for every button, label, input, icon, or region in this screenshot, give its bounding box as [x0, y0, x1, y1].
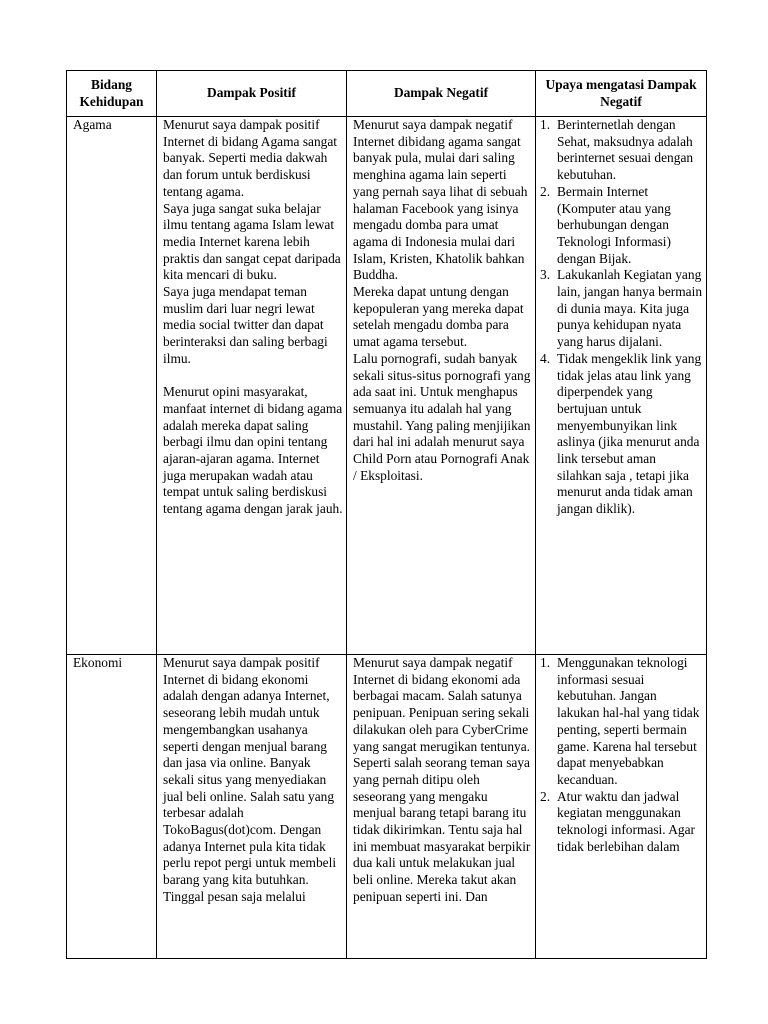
paragraph: Menurut saya dampak negatif Internet dibidang agama sangat banyak pula, mulai dari saling menghina agama lain seperti yang pernah saya lihat di sebuah halaman Facebook yang isinya mengadu domba para umat agama di Indonesia mulai dari Islam, Kristen, Khatolik bahkan Buddha. [353, 117, 528, 283]
impact-table [66, 70, 707, 959]
cell-upaya-ekonomi [536, 655, 707, 959]
cell-positif-agama [157, 117, 347, 655]
list-item: 4. Tidak mengeklik link yang tidak jelas atau link yang diperpendek yang bertujuan untuk menyembunyikan link aslinya (jika menurut anda link tersebut aman silahkan saja , tetapi jika menurut anda tidak aman jangan diklik). [540, 350, 702, 517]
list-item: 3. Lakukanlah Kegiatan yang lain, jangan hanya bermain di dunia maya. Kita juga punya kehidupan nyata yang harus dijalani. [540, 267, 703, 350]
cell-bidang-agama: Agama [67, 117, 157, 655]
paragraph: Saya juga mendapat teman muslim dari luar negri lewat media social twitter dan dapat berinteraksi dan saling berbagi ilmu. [163, 284, 328, 366]
paragraph: Menurut saya dampak positif Internet di bidang Agama sangat banyak. Seperti media dakwah dan forum untuk berdiskusi tentang agama. [163, 117, 338, 199]
paragraph: Menurut opini masyarakat, manfaat internet di bidang agama adalah mereka dapat saling berbagi ilmu dan opini tentang ajaran-ajaran agama. Internet juga merupakan wadah atau tempat untuk saling berdiskusi tentang agama dengan jarak jauh. [163, 384, 343, 517]
cell-negatif-agama [347, 117, 536, 655]
header-negatif: Dampak Negatif [347, 71, 536, 117]
upaya-list [540, 655, 702, 855]
document-page [66, 70, 706, 959]
list-item: 1. Menggunakan teknologi informasi sesuai kebutuhan. Jangan lakukan hal-hal yang tidak penting, seperti bermain game. Karena hal tersebut dapat menyebabkan kecanduan. [540, 655, 700, 787]
table-row [67, 655, 707, 959]
upaya-list [540, 117, 702, 518]
paragraph: Saya juga sangat suka belajar ilmu tentang agama Islam lewat media Internet karena lebih praktis dan sangat cepat daripada kita mencari di buku. [163, 200, 341, 283]
cell-bidang-ekonomi: Ekonomi [67, 655, 157, 959]
paragraph: Menurut saya dampak positif Internet di bidang ekonomi adalah dengan adanya Internet, seseorang lebih mudah untuk mengembangkan usahanya seperti dengan menjual barang dan jasa via online. Banyak sekali situs yang menyediakan jual beli online. Salah satu yang terbesar adalah TokoBagus(dot)com. Dengan adanya Internet pula kita tidak perlu repot pergi untuk membeli barang yang kita butuhkan. Tinggal pesan saja melalui [163, 655, 337, 904]
header-positif: Dampak Positif [157, 71, 347, 117]
cell-positif-ekonomi [157, 655, 347, 959]
paragraph: Lalu pornografi, sudah banyak sekali situs-situs pornografi yang ada saat ini. Untuk menghapus semuanya itu adalah hal yang mustahil. Yang paling menjijikan dari hal ini adalah menurut saya Child Porn atau Pornografi Anak / Eksploitasi. [353, 350, 531, 483]
paragraph: Menurut saya dampak negatif Internet di bidang ekonomi ada berbagai macam. Salah satunya penipuan. Penipuan sering sekali dilakukan oleh para CyberCrime yang sangat merugikan tentunya. Seperti salah seorang teman saya yang pernah ditipu oleh seseorang yang mengaku menjual barang tetapi barang itu tidak dikirimkan. Tentu saja hal ini membuat masyarakat berpikir dua kali untuk melakukan jual beli online. Mereka takut akan penipuan seperti ini. Dan [353, 655, 531, 904]
list-item: 1. Berinternetlah dengan Sehat, maksudnya adalah berinternet sesuai dengan kebutuhan. [540, 117, 694, 183]
list-item: 2. Bermain Internet (Komputer atau yang berhubungan dengan Teknologi Informasi) dengan Bijak. [540, 183, 671, 266]
table-row [67, 117, 707, 655]
table-header-row [67, 71, 707, 117]
header-bidang: Bidang Kehidupan [67, 71, 157, 117]
header-upaya: Upaya mengatasi Dampak Negatif [536, 71, 707, 117]
list-item: 2. Atur waktu dan jadwal kegiatan menggunakan teknologi informasi. Agar tidak berlebihan dalam [540, 788, 695, 854]
cell-upaya-agama [536, 117, 707, 655]
paragraph: Mereka dapat untung dengan kepopuleran yang mereka dapat setelah mengadu domba para umat agama tersebut. [353, 284, 524, 350]
cell-negatif-ekonomi [347, 655, 536, 959]
